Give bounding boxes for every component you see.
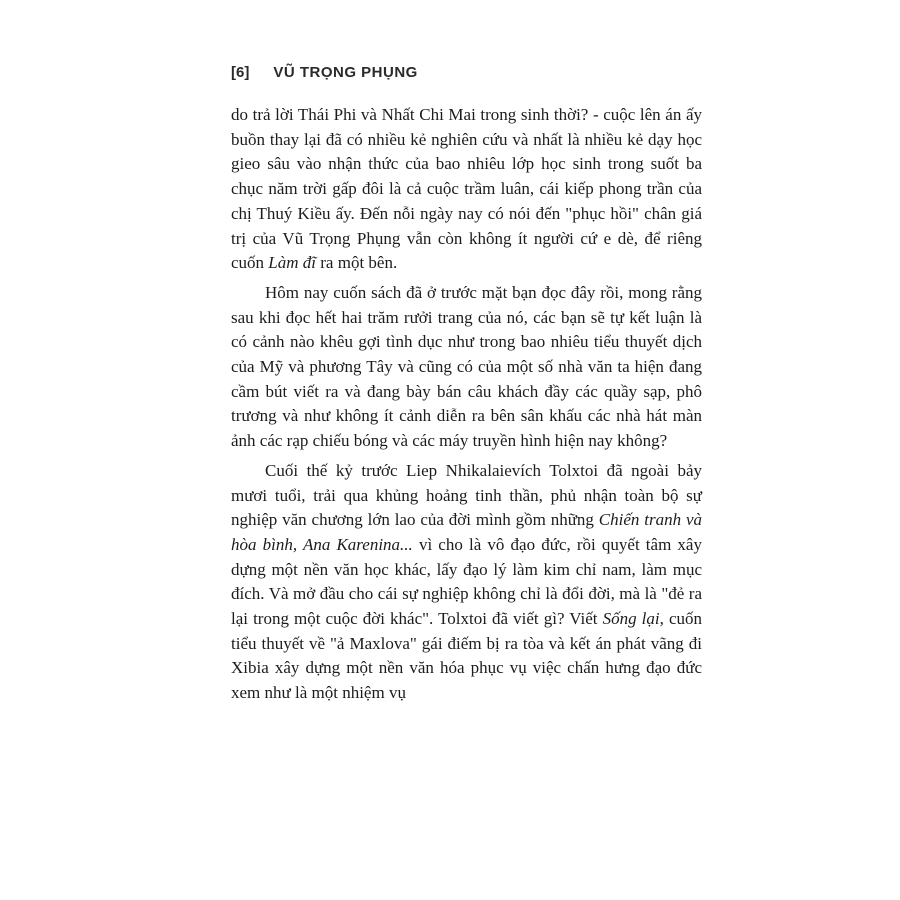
page-header xyxy=(231,64,418,81)
paragraph xyxy=(231,281,702,454)
paragraph-text: do trả lời Thái Phi và Nhất Chi Mai trong sinh thời? - cuộc lên án ấy buồn thay lại đã có nhiều kẻ nghiên cứu và nhất là nhiều kẻ dạy học gieo sâu vào nhận thức của bao nhiêu lớp học sinh trong suốt ba chục năm trời gấp đôi là cả cuộc trầm luân, cái kiếp phong trần của chị Thuý Kiều ấy. Đến nỗi ngày nay có nói đến "phục hồi" chân giá trị của Vũ Trọng Phụng vẫn còn không ít người cứ e dè, để riêng cuốn xyxy=(231,105,702,273)
book-title-italic: Làm đĩ xyxy=(268,253,317,273)
paragraph-text: Cuối thế kỷ trước Liep Nhikalaievích Tolxtoi đã ngoài bảy mươi tuổi, trải qua khủng hoảng tinh thần, phủ nhận toàn bộ sự nghiệp văn chương lớn lao của đời mình gồm những xyxy=(231,460,702,530)
paragraph xyxy=(231,103,702,276)
paragraph-text: ra một bên. xyxy=(316,253,398,273)
paragraph xyxy=(231,459,702,706)
paragraph-text: , cuốn tiểu thuyết về "ả Maxlova" gái điếm bị ra tòa và kết án phát vãng đi Xibia xây dựng một nền văn hóa phục vụ việc chấn hưng đạo đức xem như là một nhiệm vụ xyxy=(231,609,702,703)
page-body xyxy=(231,103,702,706)
page-number: [6] xyxy=(231,64,250,81)
running-title: VŨ TRỌNG PHỤNG xyxy=(273,64,418,81)
paragraph-text: vì cho là vô đạo đức, rồi quyết tâm xây dựng một nền văn học khác, lấy đạo lý làm kim chỉ nam, làm mục đích. Và mở đầu cho cái sự nghiệp không chỉ là đổi đời, mà là "đẻ ra lại trong một cuộc đời khác". Tolxtoi đã viết gì? Viết xyxy=(231,534,702,629)
paragraph-text: Hôm nay cuốn sách đã ở trước mặt bạn đọc đây rồi, mong rằng sau khi đọc hết hai trăm rưởi trang của nó, các bạn sẽ tự kết luận là có cảnh nào khêu gợi tình dục như trong bao nhiêu tiểu thuyết dịch của Mỹ và phương Tây và cũng có của một số nhà văn ta hiện đang cầm bút viết ra và đang bày bán câu khách đầy các quầy sạp, phô trương và như không ít cảnh diễn ra bên sân khấu các nhà hát màn ảnh các rạp chiếu bóng và các máy truyền hình hiện nay không? xyxy=(231,282,702,451)
book-title-italic: Chiến tranh và hòa bình, Ana Karenina... xyxy=(231,510,702,554)
book-title-italic: Sống lại xyxy=(602,609,660,629)
